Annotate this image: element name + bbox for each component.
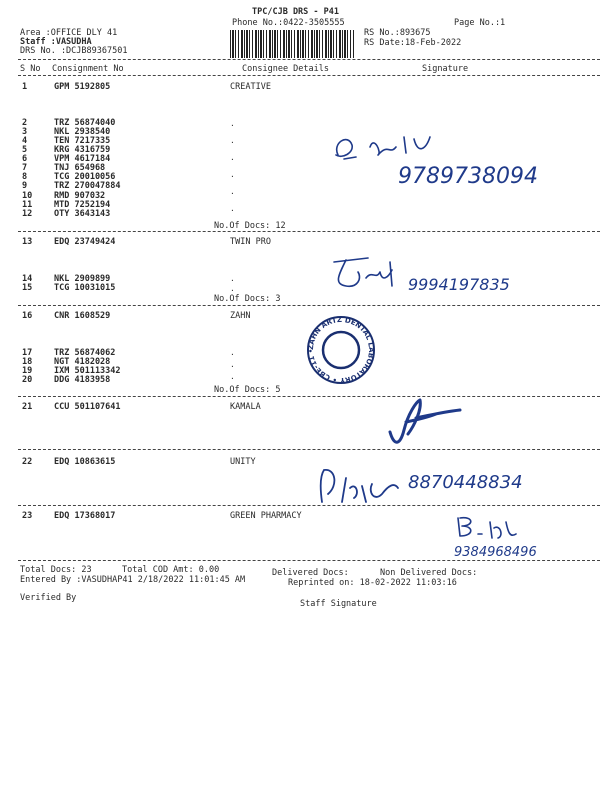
handwritten-signature-2 [328,252,548,302]
non-delivered-docs: Non Delivered Docs: [380,568,478,578]
row-sno: 18 [22,357,33,367]
row-consignment: TCG 10031015 [54,283,116,293]
row-consignee: ZAHN [230,311,251,321]
row-consignment: TRZ 56874062 [54,348,116,358]
row-consignment: TCG 20010056 [54,172,116,182]
stamp-text: ZAHN ARTZ DENTAL LABORATORY • CBE-11 • [306,315,376,385]
row-sno: 23 [22,511,33,521]
dot-mark: . [230,119,235,128]
staff-label: Staff :VASUDHA [20,37,92,47]
company-stamp [296,315,386,385]
staff-signature-label: Staff Signature [300,599,377,609]
handwritten-phone-3: 8870448834 [408,472,523,493]
row-sno: 13 [22,237,33,247]
drs-number: DRS No. :DCJB89367501 [20,46,128,56]
dot-mark: . [230,187,235,196]
row-consignment: KRG 4316759 [54,145,111,155]
divider [18,305,600,306]
row-sno: 22 [22,457,33,467]
phone-number: Phone No.:0422-3505555 [232,18,345,28]
dot-mark: . [230,170,235,179]
divider [18,75,600,76]
row-consignment: NGT 4182028 [54,357,111,367]
col-signature: Signature [422,64,469,74]
row-consignment: GPM 5192805 [54,82,111,92]
row-consignment: EDQ 17368017 [54,511,116,521]
divider [18,449,600,450]
row-consignment: TEN 7217335 [54,136,111,146]
row-consignment: NKL 2938540 [54,127,111,137]
row-consignee: GREEN PHARMACY [230,511,302,521]
verified-by: Verified By [20,593,77,603]
row-consignment: VPM 4617184 [54,154,111,164]
reprinted-on: Reprinted on: 18-02-2022 11:03:16 [288,578,457,588]
delivered-docs: Delivered Docs: [272,568,349,578]
row-sno: 10 [22,191,33,201]
handwritten-phone-2: 9994197835 [408,275,510,294]
dot-mark: . [230,372,235,381]
row-sno: 21 [22,402,33,412]
row-consignment: CCU 501107641 [54,402,121,412]
row-sno: 9 [22,181,28,191]
row-consignment: OTY 3643143 [54,209,111,219]
group-doc-count: No.Of Docs: 12 [214,221,286,231]
row-consignment: EDQ 10863615 [54,457,116,467]
row-consignment: DDG 4183958 [54,375,111,385]
group-doc-count: No.Of Docs: 5 [214,385,281,395]
row-consignment: RMD 907032 [54,191,106,201]
row-sno: 11 [22,200,33,210]
area-label: Area :OFFICE DLY 41 [20,28,118,38]
row-consignment: CNR 1608529 [54,311,111,321]
report-title: TPC/CJB DRS - P41 [252,7,339,17]
total-docs: Total Docs: 23 [20,565,92,575]
row-sno: 8 [22,172,28,182]
row-sno: 2 [22,118,28,128]
handwritten-phone-1: 9789738094 [398,164,538,189]
dot-mark: . [230,348,235,357]
row-consignee: UNITY [230,457,256,467]
dot-mark: . [230,360,235,369]
dot-mark: . [230,153,235,162]
row-consignment: NKL 2909899 [54,274,111,284]
row-consignment: MTD 7252194 [54,200,111,210]
dot-mark: . [230,136,235,145]
row-sno: 3 [22,127,28,137]
row-consignee: CREATIVE [230,82,271,92]
entered-by: Entered By :VASUDHAP41 2/18/2022 11:01:45 AM [20,575,246,585]
handwritten-signature-1 [330,125,570,195]
row-consignee: KAMALA [230,402,261,412]
row-sno: 7 [22,163,28,173]
rs-date: RS Date:18-Feb-2022 [364,38,462,48]
row-sno: 1 [22,82,28,92]
col-consignee: Consignee Details [242,64,329,74]
dot-mark: . [230,274,235,283]
row-sno: 4 [22,136,28,146]
row-consignment: IXM 501113342 [54,366,121,376]
divider [18,59,600,60]
row-sno: 17 [22,348,33,358]
row-sno: 14 [22,274,33,284]
row-consignment: TNJ 654968 [54,163,106,173]
row-sno: 5 [22,145,28,155]
row-sno: 16 [22,311,33,321]
total-cod-amount: Total COD Amt: 0.00 [122,565,220,575]
handwritten-signature-5 [450,512,590,560]
row-sno: 12 [22,209,33,219]
group-doc-count: No.Of Docs: 3 [214,294,281,304]
row-sno: 6 [22,154,28,164]
handwritten-signature-4 [316,458,556,518]
col-consignment: Consignment No [52,64,124,74]
row-sno: 20 [22,375,33,385]
row-consignment: EDQ 23749424 [54,237,116,247]
row-consignee: TWIN PRO [230,237,271,247]
divider [18,396,600,397]
page-number: Page No.:1 [454,18,506,28]
divider [18,231,600,232]
divider [18,560,600,561]
dot-mark: . [230,204,235,213]
handwritten-phone-4: 9384968496 [454,545,537,560]
barcode [230,30,354,58]
col-sno: S No [20,64,41,74]
row-sno: 19 [22,366,33,376]
dot-mark: . [230,284,235,293]
row-sno: 15 [22,283,33,293]
row-consignment: TRZ 270047884 [54,181,121,191]
row-consignment: TRZ 56874040 [54,118,116,128]
handwritten-signature-3 [386,396,466,452]
rs-number: RS No.:893675 [364,28,431,38]
